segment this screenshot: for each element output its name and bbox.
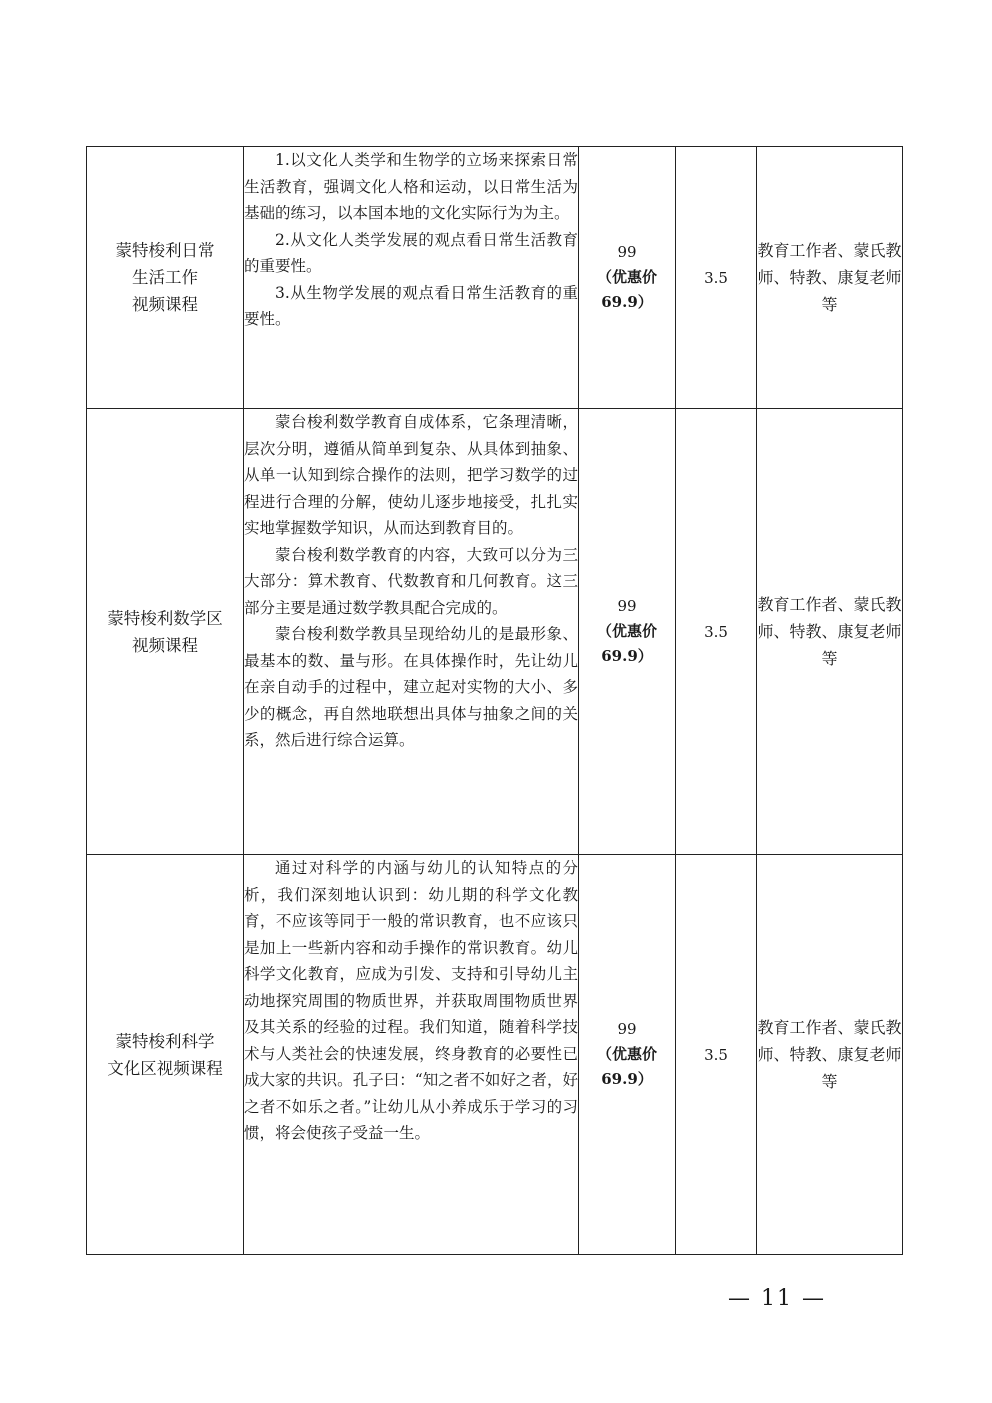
discount-price: （优惠价69.9） — [596, 622, 657, 665]
description-paragraph: 2.从文化人类学发展的观点看日常生活教育的重要性。 — [244, 230, 578, 275]
course-name-line: 蒙特梭利数学区 — [107, 608, 223, 628]
price-cell — [579, 147, 676, 409]
price-cell — [579, 855, 676, 1255]
course-name-line: 视频课程 — [132, 635, 198, 655]
course-name-cell — [87, 147, 244, 409]
description-paragraph: 通过对科学的内涵与幼儿的认知特点的分析，我们深刻地认识到：幼儿期的科学文化教育，不应该等同于一般的常识教育，也不应该只是加上一些新内容和动手操作的常识教育。幼儿科学文化教育，应成为引发、支持和引导幼儿主动地探究周围的物质世界，并获取周围物质世界及其关系的经验的过程。我们知道，随着科学技术与人类社会的快速发展，终身教育的必要性已成大家的共识。孔子曰：“知之者不如好之者，好之者不如乐之者。”让幼儿从小养成乐于学习的习惯，将会使孩子受益一生。 — [244, 859, 578, 1142]
description-paragraph: 蒙台梭利数学教育自成体系，它条理清晰，层次分明，遵循从简单到复杂、从具体到抽象、从单一认知到综合操作的法则，把学习数学的过程进行合理的分解，使幼儿逐步地接受，扎扎实实地掌握数学知识，从而达到教育目的。 — [244, 413, 578, 537]
credit-cell: 3.5 — [676, 855, 757, 1255]
course-name-cell — [87, 409, 244, 855]
description-paragraph: 1.以文化人类学和生物学的立场来探索日常生活教育，强调文化人格和运动，以日常生活为基础的练习，以本国本地的文化实际行为为主。 — [244, 151, 578, 222]
price-cell — [579, 409, 676, 855]
course-name-line: 文化区视频课程 — [107, 1058, 223, 1078]
discount-price: （优惠价69.9） — [596, 268, 657, 311]
description-paragraph: 3.从生物学发展的观点看日常生活教育的重要性。 — [244, 283, 578, 328]
discount-price: （优惠价69.9） — [596, 1045, 657, 1088]
course-name-line: 蒙特梭利日常 — [115, 241, 215, 260]
table-row — [87, 147, 903, 409]
table-row — [87, 855, 903, 1255]
course-description-cell — [244, 409, 579, 855]
course-name-line: 蒙特梭利科学 — [115, 1031, 215, 1051]
description-paragraph: 蒙台梭利数学教育的内容，大致可以分为三大部分：算术教育、代数教育和几何教育。这三部分主要是通过数学教具配合完成的。 — [244, 545, 578, 617]
course-description-cell — [244, 855, 579, 1255]
course-description-cell — [244, 147, 579, 409]
page-number: — 11 — — [728, 1286, 826, 1311]
credit-cell: 3.5 — [676, 147, 757, 409]
course-name-line: 视频课程 — [132, 295, 198, 314]
audience-cell: 教育工作者、蒙氏教师、特教、康复老师等 — [757, 147, 903, 409]
course-name-line: 生活工作 — [132, 268, 198, 287]
price-value: 99 — [617, 243, 637, 261]
price-value: 99 — [617, 1020, 637, 1038]
course-name-cell — [87, 855, 244, 1255]
table-row — [87, 409, 903, 855]
course-table — [86, 146, 903, 1255]
price-value: 99 — [617, 597, 637, 615]
audience-cell: 教育工作者、蒙氏教师、特教、康复老师等 — [757, 409, 903, 855]
audience-cell: 教育工作者、蒙氏教师、特教、康复老师等 — [757, 855, 903, 1255]
credit-cell: 3.5 — [676, 409, 757, 855]
description-paragraph: 蒙台梭利数学教具呈现给幼儿的是最形象、最基本的数、量与形。在具体操作时，先让幼儿在亲自动手的过程中，建立起对实物的大小、多少的概念，再自然地联想出具体与抽象之间的关系，然后进行综合运算。 — [244, 625, 578, 749]
